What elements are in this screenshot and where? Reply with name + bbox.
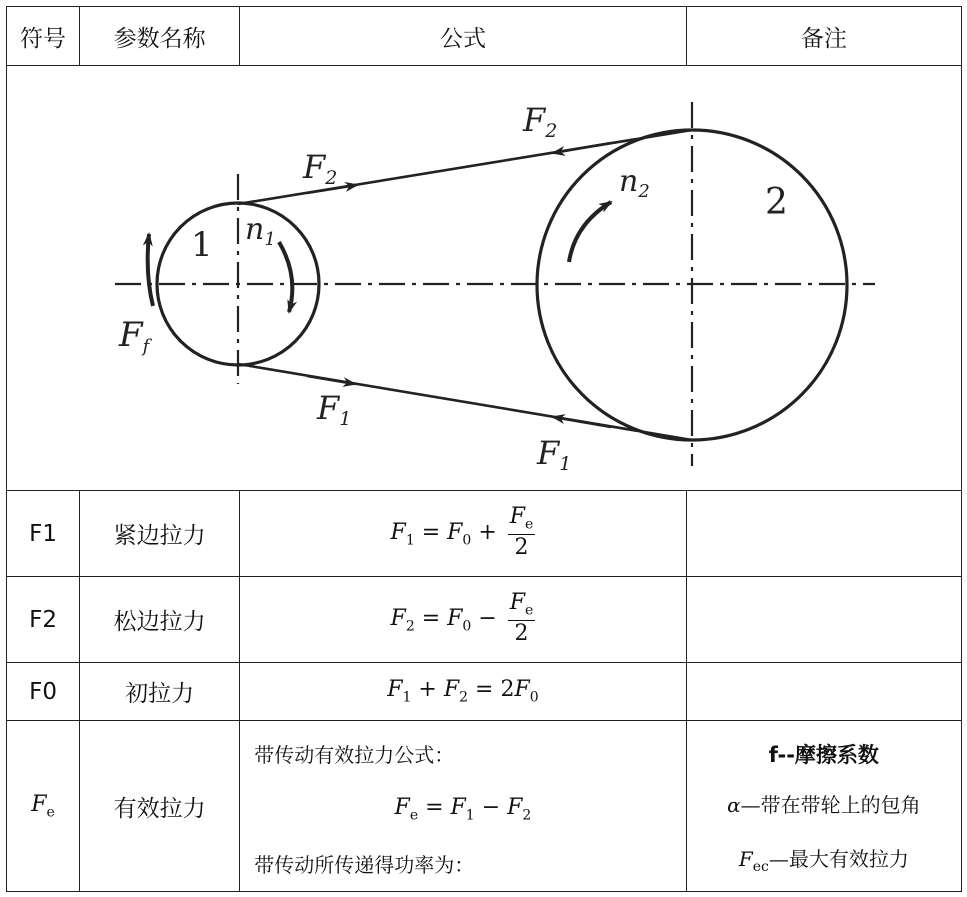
belt-drive-diagram — [7, 66, 961, 490]
table-row — [7, 721, 962, 892]
arrow-f1-right — [553, 417, 611, 427]
power-intro-text: 带传动所传递得功率为： — [254, 853, 475, 877]
param-name-cell: 松边拉力 — [80, 577, 240, 663]
diagram-row — [7, 66, 962, 491]
header-formula: 公式 — [240, 7, 686, 66]
label-f2-upper-left: F2 — [303, 148, 338, 189]
symbol-cell: F1 — [7, 491, 80, 577]
table-row — [7, 491, 962, 577]
label-f2-upper-right: F2 — [523, 101, 558, 142]
label-pulley-2: 2 — [765, 182, 788, 223]
friction-ff-arrow — [148, 234, 153, 306]
label-f1-lower-left: F1 — [317, 389, 352, 430]
belt-parameter-table — [6, 6, 962, 892]
label-f1-lower-right: F1 — [537, 434, 572, 475]
fraction: $\frac{F_e}{2}$ — [509, 590, 534, 647]
diagram-cell — [7, 66, 962, 491]
table-row — [7, 577, 962, 663]
notes-cell — [686, 663, 961, 721]
label-n1: $n_1$ — [245, 212, 276, 250]
symbol-cell: F0 — [7, 663, 80, 721]
arrow-f1-left — [307, 376, 355, 384]
fraction: $\frac{F_e}{2}$ — [509, 504, 534, 561]
param-name-cell: 有效拉力 — [80, 721, 240, 892]
note-wrap-angle: α—带在带轮上的包角 — [727, 793, 921, 817]
label-n2: $n_2$ — [619, 164, 650, 202]
formula-f2: $F_2 = F_0$ − $\frac{F_e}{2}$ — [240, 577, 686, 663]
param-name-cell: 紧边拉力 — [80, 491, 240, 577]
formula-fe-cell — [240, 721, 686, 892]
note-friction: f--摩擦系数 — [768, 743, 879, 767]
symbol-cell: F2 — [7, 577, 80, 663]
rotation-n1-arrow — [279, 242, 292, 312]
table-row — [7, 663, 962, 721]
note-max-effective-tension: $F_{ec}—$最大有效拉力 — [738, 847, 909, 875]
formula-f0: $F_1 + F_2 = 2F_0$ — [240, 663, 686, 721]
notes-cell — [686, 577, 961, 663]
rotation-n2-arrow — [569, 202, 611, 262]
header-row — [7, 7, 962, 66]
label-ff: Ff — [119, 315, 150, 357]
arrow-f2-right — [553, 143, 611, 153]
notes-cell — [686, 491, 961, 577]
param-name-cell: 初拉力 — [80, 663, 240, 721]
header-notes: 备注 — [686, 7, 961, 66]
belt-lower-span — [238, 364, 692, 440]
header-symbol: 符号 — [7, 7, 80, 66]
formula-f1: $F_1 = F_0$ + $\frac{F_e}{2}$ — [240, 491, 686, 577]
header-param-name: 参数名称 — [80, 7, 240, 66]
notes-cell — [686, 721, 961, 892]
label-pulley-1: 1 — [191, 225, 213, 265]
formula-intro-text: 带传动有效拉力公式： — [254, 743, 455, 767]
formula-fe: $F_e = F_1 - F_2$ — [394, 795, 532, 824]
symbol-cell: $F_e$ — [7, 721, 80, 892]
